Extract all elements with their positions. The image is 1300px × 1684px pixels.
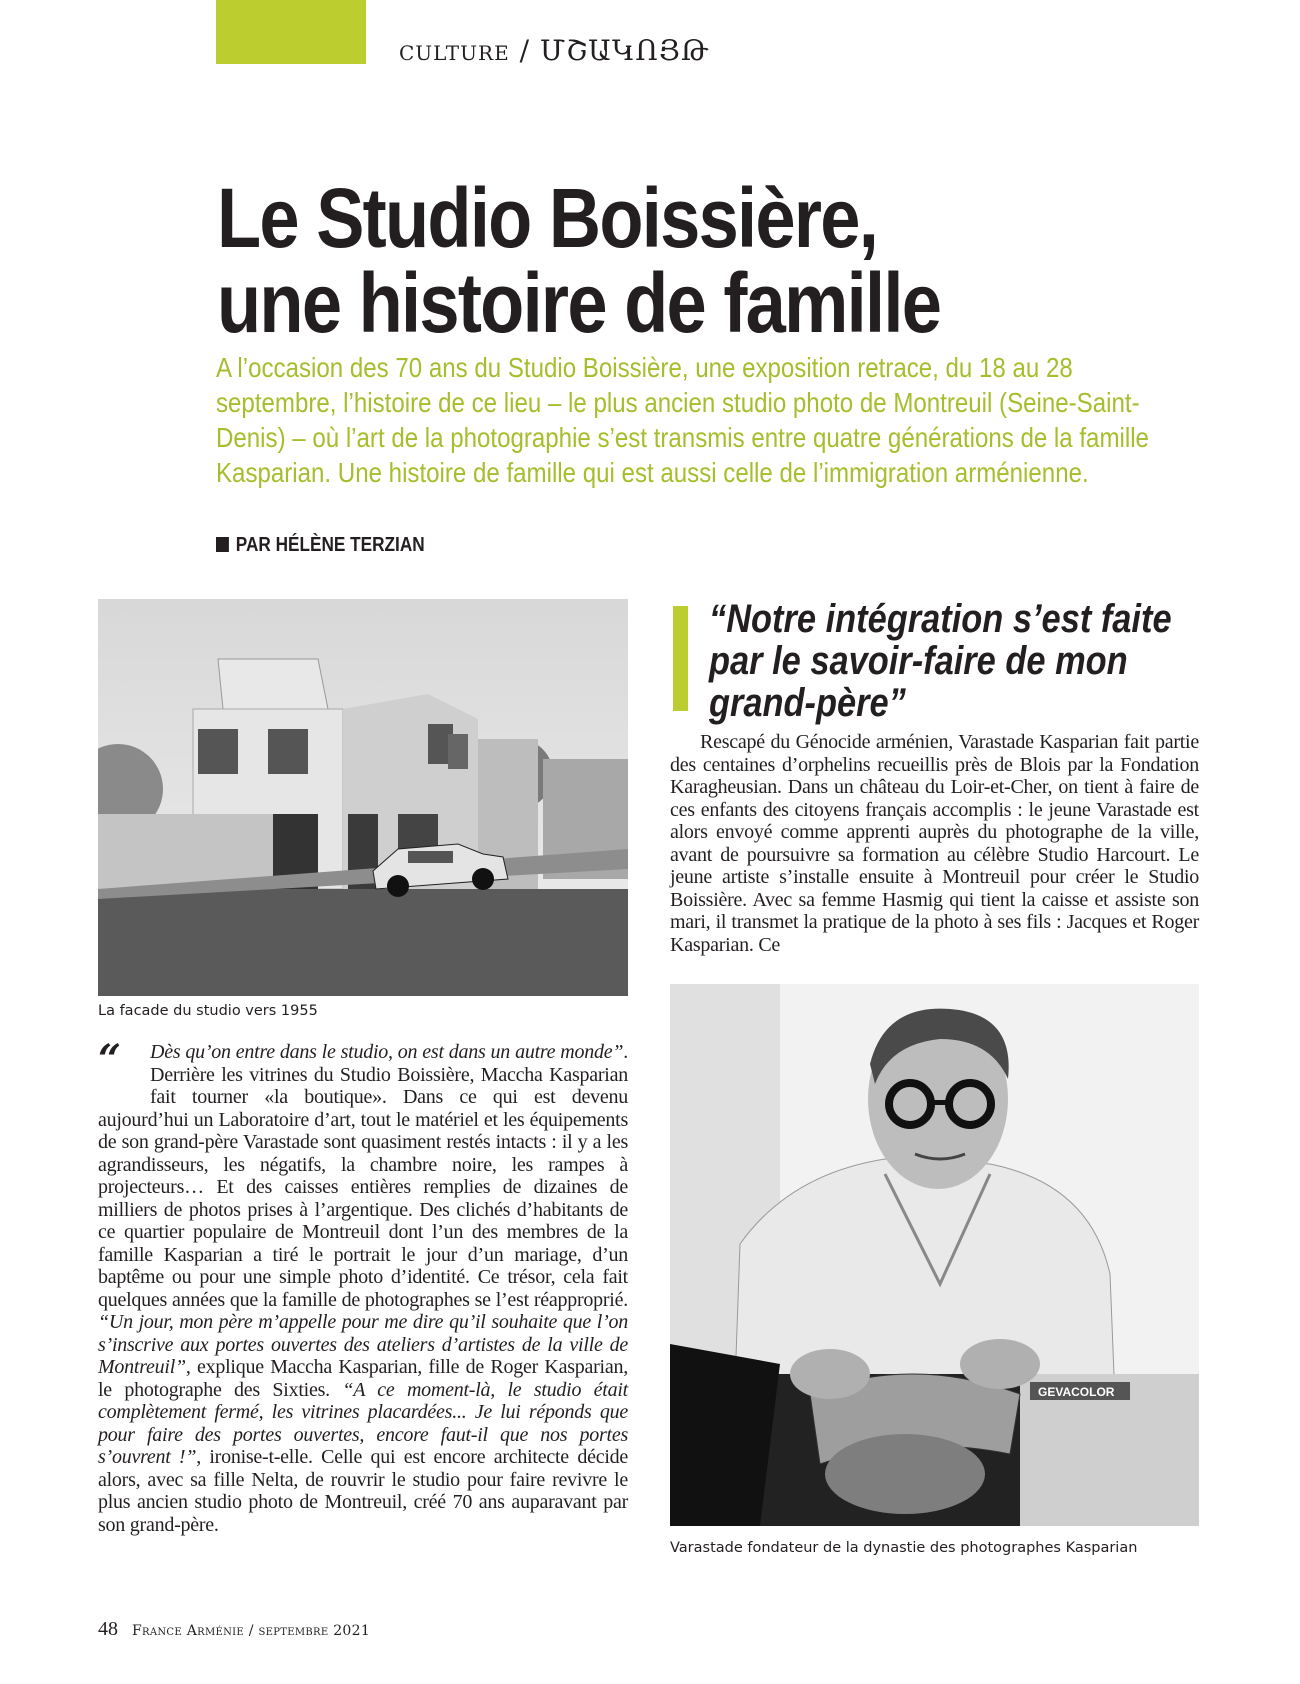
section-rubric: culture / ՄՇԱԿՈՅԹ [399, 34, 710, 67]
byline [216, 534, 425, 557]
gevacolor-label: GEVACOLOR [1038, 1385, 1115, 1399]
article-title [217, 171, 941, 350]
page-footer [98, 1618, 370, 1641]
varastade-portrait-photo [670, 984, 1199, 1526]
publication-info: France Arménie / septembre 2021 [132, 1623, 371, 1639]
section-color-block [216, 0, 366, 64]
byline-text: PAR HÉLÈNE TERZIAN [235, 534, 425, 556]
quote-text: Dès qu’on entre dans le studio, on est dans un autre monde” [150, 1041, 624, 1063]
photo-caption: La facade du studio vers 1955 [98, 1003, 318, 1019]
photo-caption: Varastade fondateur de la dynastie des photographes Kasparian [670, 1540, 1138, 1556]
page-number: 48 [98, 1618, 118, 1640]
article-lead: A l’occasion des 70 ans du Studio Boissière, une exposition retrace, du 18 au 28 septembre, l’histoire de ce lieu – le plus ancien studio photo de Montreuil (Seine-Saint-Denis) – où l’art de la photographie s’est transmis entre quatre générations de la famille Kasparian. Une histoire de famille qui est aussi celle de l’immigration arménienne. [216, 352, 1149, 488]
body-text: , explique Maccha Kasparian, fille de Roger Kasparian, le photographe des Sixties. [98, 1356, 628, 1401]
title-line: Le Studio Boissière, [217, 171, 878, 265]
title-line: une histoire de famille [217, 256, 941, 350]
pull-quote: “Notre intégration s’est faite par le savoir-faire de mon grand-père” [709, 597, 1172, 725]
pull-quote-bar [673, 606, 688, 711]
body-text: , ironise-t-elle. Celle qui est encore architecte décide alors, avec sa fille Nelta, de rouvrir le studio pour faire revivre le plus ancien studio photo de Montreuil, créé 70 ans auparavant par son grand-père. [98, 1446, 628, 1536]
studio-facade-photo [98, 599, 628, 996]
article-body-left [98, 1036, 628, 1536]
quote-text: “Un jour, mon père m’appelle pour me dire qu’il souhaite que l’on s’inscrive aux portes ouvertes des ateliers d’artistes de la ville de Montreuil” [98, 1311, 628, 1378]
body-text: . Derrière les vitrines du Studio Boissière, Maccha Kasparian fait tourner «la boutique». Dans ce qui est devenu aujourd’hui un Laboratoire d’art, tout le matériel et les équipements de son grand-père Varastade sont quasiment restés intacts : il y a les agrandisseurs, les négatifs, la chambre noire, les rampes à projecteurs… Et des caisses entières remplies de dizaines de milliers de photos prises à l’argentique. Des clichés d’habitants de ce quartier populaire de Montreuil dont l’un des membres de la famille Kasparian a tiré le portrait le jour d’un mariage, d’un baptême ou pour une simple photo d’identité. Ce trésor, cela fait quelques années que la famille de photographes se l’est réapproprié. [98, 1041, 628, 1311]
opening-quote-icon: “ [98, 1036, 121, 1083]
quote-text: “A ce moment-là, le studio était complètement fermé, les vitrines placardées... Je lui réponds que pour faire des portes ouvertes, encore faut-il que nos portes s’ouvrent !” [98, 1378, 628, 1468]
article-body-right: Rescapé du Génocide arménien, Varastade Kasparian fait partie des centaines d’orphelins recueillis près de Blois par la Fondation Karagheusian. Dans un château du Loir-et-Cher, on tient à faire de ces enfants des citoyens français accomplis : le jeune Varastade est alors envoyé comme apprenti auprès du photographe de la ville, avant de poursuivre sa formation au célèbre Studio Harcourt. Le jeune artiste s’installe ensuite à Montreuil pour créer le Studio Boissière. Avec sa femme Hasmig qui tient la caisse et assiste son mari, il transmet la pratique de la photo à ses fils : Jacques et Roger Kasparian. Ce [670, 731, 1199, 956]
square-bullet-icon [216, 537, 229, 552]
